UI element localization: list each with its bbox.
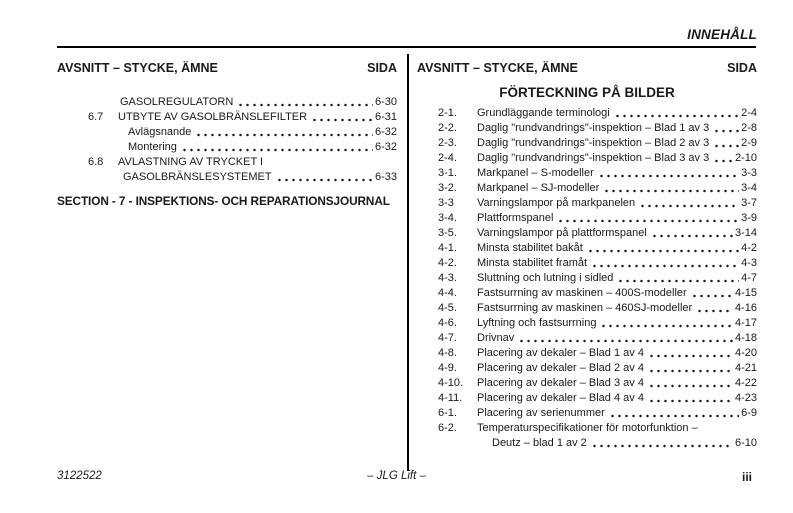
entry-page: 4-15 [734, 287, 757, 299]
entry-number: 4-1. [438, 242, 457, 254]
right-column-header [417, 61, 757, 75]
entry-dot-leader [603, 189, 739, 193]
left-header-page-label: SIDA [367, 61, 397, 75]
entry-number: 4-11. [438, 392, 463, 404]
entry-page: 4-16 [734, 302, 757, 314]
entry-dot-leader [648, 369, 733, 373]
entry-title: Fastsurrning av maskinen – 400S-modeller [477, 287, 687, 299]
toc-entry [417, 226, 757, 241]
entry-dot-leader [713, 129, 739, 133]
left-column-header [57, 61, 397, 75]
toc-entry [417, 376, 757, 391]
entry-page: 6-32 [374, 141, 397, 153]
entry-number: 2-1. [438, 107, 457, 119]
entry-dot-leader [648, 399, 733, 403]
entry-title: AVLASTNING AV TRYCKET I [118, 156, 264, 168]
entry-title: Placering av dekaler – Blad 1 av 4 [477, 347, 644, 359]
toc-entry [417, 406, 757, 421]
entry-dot-leader [311, 118, 373, 122]
toc-entry [417, 256, 757, 271]
entry-page: 3-7 [741, 197, 757, 209]
entry-dot-leader [614, 114, 739, 118]
toc-entry [417, 391, 757, 406]
entry-title: Drivnav [477, 332, 515, 344]
entry-title: Lyftning och fastsurrning [477, 317, 597, 329]
toc-entry [417, 166, 757, 181]
entry-page: 6-10 [734, 437, 757, 449]
toc-entry [417, 271, 757, 286]
page-footer [0, 470, 793, 486]
toc-entry [417, 331, 757, 346]
section-7-heading: SECTION - 7 - INSPEKTIONS- OCH REPARATIONSJOURNAL [57, 194, 390, 208]
entry-dot-leader [617, 279, 739, 283]
entry-title: GASOLREGULATORN [120, 96, 234, 108]
entry-title: Daglig "rundvandrings"-inspektion – Blad 3 av 3 [477, 152, 710, 164]
entry-dot-leader [648, 354, 733, 358]
entry-title: GASOLBRÄNSLESYSTEMET [123, 171, 272, 183]
toc-entry [417, 286, 757, 301]
entry-page: 4-18 [734, 332, 757, 344]
entry-number: 6-1. [438, 407, 457, 419]
toc-entry [57, 170, 397, 185]
entry-title: Minsta stabilitet bakåt [477, 242, 583, 254]
entry-title: Minsta stabilitet framåt [477, 257, 588, 269]
left-header-title: AVSNITT – STYCKE, ÄMNE [57, 61, 218, 75]
entry-dot-leader [181, 148, 373, 152]
entry-number: 2-3. [438, 137, 457, 149]
entry-dot-leader [237, 103, 373, 107]
column-divider [407, 54, 409, 471]
toc-entry [417, 241, 757, 256]
right-toc-list [417, 106, 757, 451]
entry-number: 3-1. [438, 167, 457, 179]
entry-page: 3-3 [741, 167, 757, 179]
entry-page: 6-33 [374, 171, 397, 183]
header-rule [57, 46, 756, 48]
toc-entry [417, 151, 757, 166]
entry-title: Montering [128, 141, 177, 153]
entry-title: Placering av dekaler – Blad 4 av 4 [477, 392, 644, 404]
entry-number: 3-3 [438, 197, 454, 209]
entry-number: 2-4. [438, 152, 457, 164]
entry-dot-leader [696, 309, 733, 313]
toc-entry [57, 95, 397, 110]
entry-page: 6-9 [741, 407, 757, 419]
entry-page: 2-8 [741, 122, 757, 134]
toc-entry [417, 106, 757, 121]
entry-dot-leader [195, 133, 373, 137]
entry-page: 3-9 [741, 212, 757, 224]
toc-entry [57, 140, 397, 155]
entry-number: 4-7. [438, 332, 457, 344]
toc-entry [417, 181, 757, 196]
entry-dot-leader [651, 234, 733, 238]
entry-number: 3-4. [438, 212, 457, 224]
entry-dot-leader [591, 444, 733, 448]
entry-dot-leader [609, 414, 739, 418]
footer-book-title: – JLG Lift – [367, 470, 426, 482]
toc-entry [417, 346, 757, 361]
entry-title: Plattformspanel [477, 212, 554, 224]
entry-number: 4-4. [438, 287, 457, 299]
entry-title: Varningslampor på plattformspanel [477, 227, 647, 239]
toc-entry [57, 125, 397, 140]
entry-page: 4-17 [734, 317, 757, 329]
entry-page: 2-4 [741, 107, 757, 119]
left-toc-list [57, 95, 397, 185]
entry-page: 6-31 [374, 111, 397, 123]
entry-title: Sluttning och lutning i sidled [477, 272, 614, 284]
toc-entry [57, 155, 397, 170]
entry-dot-leader [276, 178, 373, 182]
document-number: 3122522 [57, 470, 102, 482]
entry-number: 3-5. [438, 227, 457, 239]
entry-number: 4-6. [438, 317, 457, 329]
entry-title: Markpanel – S-modeller [477, 167, 594, 179]
toc-entry [417, 196, 757, 211]
entry-page: 4-3 [741, 257, 757, 269]
entry-number: 6.7 [88, 111, 104, 123]
entry-title: Daglig "rundvandrings"-inspektion – Blad 1 av 3 [477, 122, 710, 134]
entry-page: 3-14 [734, 227, 757, 239]
entry-dot-leader [713, 144, 739, 148]
entry-title: Deutz – blad 1 av 2 [492, 437, 587, 449]
entry-dot-leader [591, 264, 739, 268]
page-number: iii [741, 470, 752, 484]
entry-title: Fastsurrning av maskinen – 460SJ-modeller [477, 302, 693, 314]
entry-number: 4-2. [438, 257, 457, 269]
toc-entry [417, 121, 757, 136]
right-header-page-label: SIDA [727, 61, 757, 75]
toc-entry [417, 421, 757, 436]
entry-page: 4-7 [741, 272, 757, 284]
entry-number: 3-2. [438, 182, 457, 194]
entry-title: Varningslampor på markpanelen [477, 197, 636, 209]
entry-title: Temperaturspecifikationer för motorfunktion – [477, 422, 698, 434]
entry-page: 2-10 [734, 152, 757, 164]
entry-page: 2-9 [741, 137, 757, 149]
entry-title: Placering av dekaler – Blad 3 av 4 [477, 377, 644, 389]
entry-page: 3-4 [741, 182, 757, 194]
entry-number: 4-3. [438, 272, 457, 284]
entry-page: 4-21 [734, 362, 757, 374]
entry-dot-leader [639, 204, 739, 208]
toc-entry [57, 110, 397, 125]
entry-title: Daglig "rundvandrings"-inspektion – Blad 2 av 3 [477, 137, 710, 149]
entry-number: 6-2. [438, 422, 457, 434]
right-column [417, 61, 757, 451]
entry-dot-leader [691, 294, 733, 298]
left-column [57, 61, 397, 208]
entry-dot-leader [600, 324, 733, 328]
entry-dot-leader [587, 249, 739, 253]
toc-entry [417, 136, 757, 151]
entry-dot-leader [557, 219, 739, 223]
entry-page: 6-32 [374, 126, 397, 138]
toc-entry [417, 316, 757, 331]
entry-title: Grundläggande terminologi [477, 107, 610, 119]
entry-page: 4-23 [734, 392, 757, 404]
entry-page: 4-2 [741, 242, 757, 254]
entry-dot-leader [713, 159, 733, 163]
entry-page: 6-30 [374, 96, 397, 108]
entry-page: 4-22 [734, 377, 757, 389]
entry-dot-leader [598, 174, 739, 178]
entry-number: 4-9. [438, 362, 457, 374]
toc-entry [417, 301, 757, 316]
entry-title: Placering av serienummer [477, 407, 605, 419]
entry-number: 6.8 [88, 156, 104, 168]
entry-number: 4-8. [438, 347, 457, 359]
entry-title: Placering av dekaler – Blad 2 av 4 [477, 362, 644, 374]
entry-number: 4-10. [438, 377, 464, 389]
entry-title: Markpanel – SJ-modeller [477, 182, 600, 194]
entry-dot-leader [648, 384, 733, 388]
entry-page: 4-20 [734, 347, 757, 359]
figures-list-heading: FÖRTECKNING PÅ BILDER [499, 85, 675, 100]
right-header-title: AVSNITT – STYCKE, ÄMNE [417, 61, 578, 75]
entry-title: Avlägsnande [128, 126, 192, 138]
entry-title: UTBYTE AV GASOLBRÄNSLEFILTER [118, 111, 308, 123]
toc-entry [417, 361, 757, 376]
entry-number: 2-2. [438, 122, 457, 134]
running-header: INNEHÅLL [687, 27, 757, 42]
toc-entry [417, 211, 757, 226]
entry-number: 4-5. [438, 302, 457, 314]
entry-dot-leader [518, 339, 733, 343]
toc-entry [417, 436, 757, 451]
